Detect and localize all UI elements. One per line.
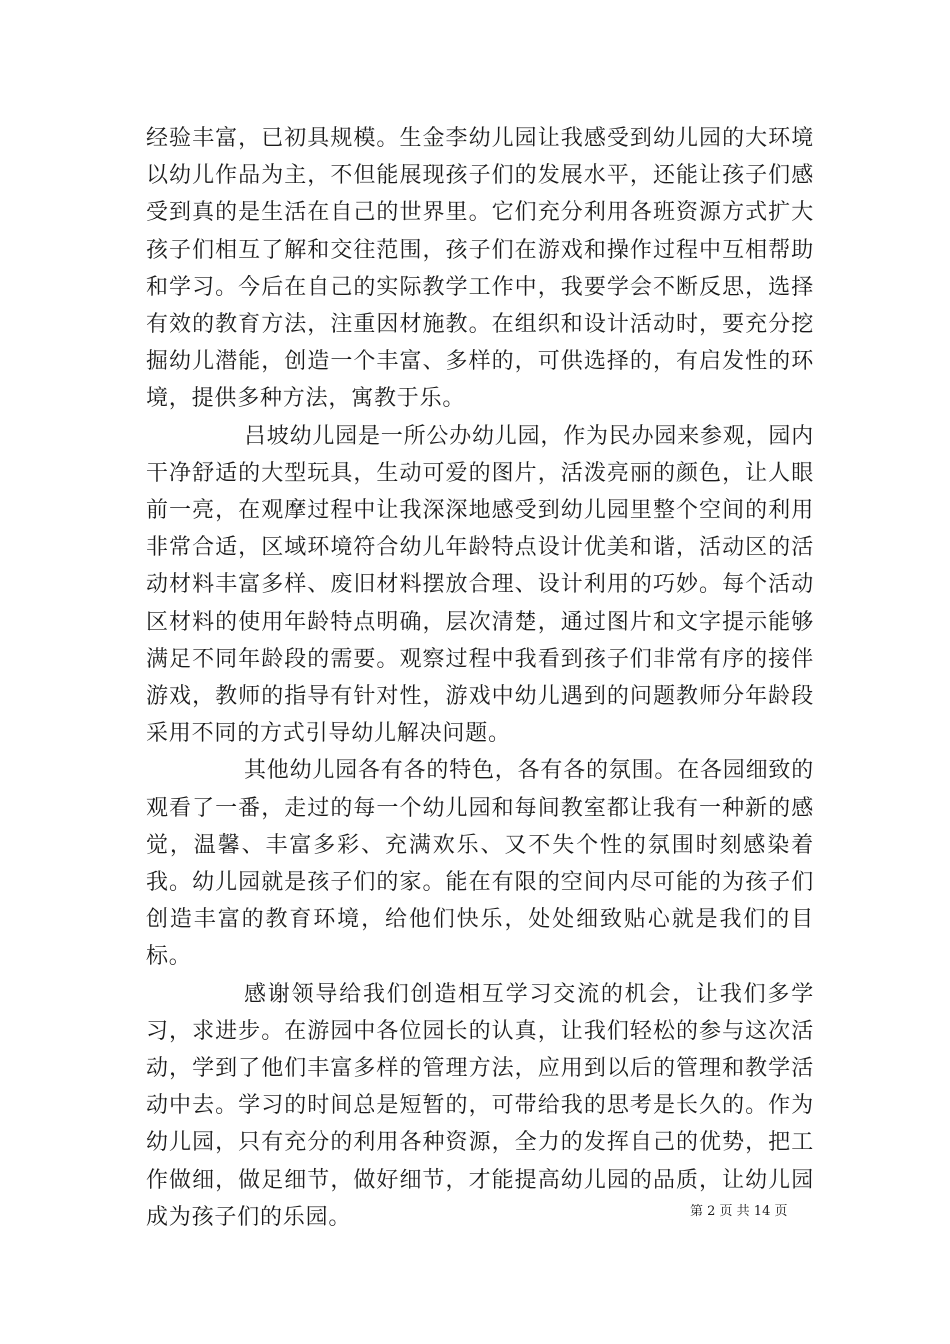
paragraph-1: 经验丰富，已初具规模。生金李幼儿园让我感受到幼儿园的大环境以幼儿作品为主，不但能展现孩子们的发展水平，还能让孩子们感受到真的是生活在自己的世界里。它们充分利用各班资源方式扩大孩子们相互了解和交往范围，孩子们在游戏和操作过程中互相帮助和学习。今后在自己的实际教学工作中，我要学会不断反思，选择有效的教育方法，注重因材施教。在组织和设计活动时，要充分挖掘幼儿潜能，创造一个丰富、多样的，可供选择的，有启发性的环境，提供多种方法，寓教于乐。 [146, 126, 814, 412]
paragraph-3: 其他幼儿园各有各的特色，各有各的氛围。在各园细致的观看了一番，走过的每一个幼儿园和每间教室都让我有一种新的感觉，温馨、丰富多彩、充满欢乐、又不失个性的氛围时刻感染着我。幼儿园就是孩子们的家。能在有限的空间内尽可能的为孩子们创造丰富的教育环境，给他们快乐，处处细致贴心就是我们的目标。 [146, 758, 815, 970]
document-body [146, 120, 814, 1236]
paragraph-4: 感谢领导给我们创造相互学习交流的机会，让我们多学习，求进步。在游园中各位园长的认真，让我们轻松的参与这次活动，学到了他们丰富多样的管理方法，应用到以后的管理和教学活动中去。学习的时间总是短暂的，可带给我的思考是长久的。作为幼儿园，只有充分的利用各种资源，全力的发挥自己的优势，把工作做细，做足细节，做好细节，才能提高幼儿园的品质，让幼儿园成为孩子们的乐园。 [146, 981, 814, 1230]
paragraph-2: 吕坡幼儿园是一所公办幼儿园，作为民办园来参观，园内干净舒适的大型玩具，生动可爱的图片，活泼亮丽的颜色，让人眼前一亮，在观摩过程中让我深深地感受到幼儿园里整个空间的利用非常合适，区域环境符合幼儿年龄特点设计优美和谐，活动区的活动材料丰富多样、废旧材料摆放合理、设计利用的巧妙。每个活动区材料的使用年龄特点明确，层次清楚，通过图片和文字提示能够满足不同年龄段的需要。观察过程中我看到孩子们非常有序的接伴游戏，教师的指导有针对性，游戏中幼儿遇到的问题教师分年龄段采用不同的方式引导幼儿解决问题。 [146, 423, 815, 747]
page-number-footer: 第 2 页 共 14 页 [690, 1204, 788, 1219]
